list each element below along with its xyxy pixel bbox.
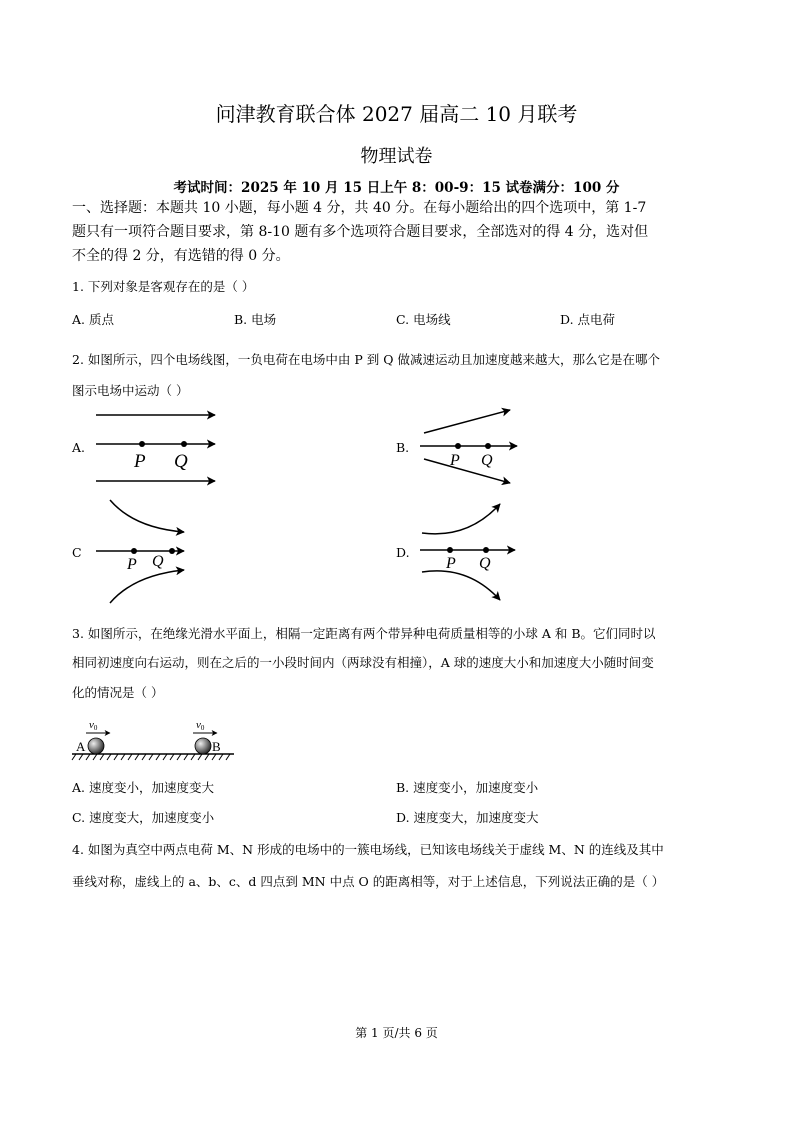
- section-instructions-line2: 题只有一项符合题目要求，第 8-10 题有多个选项符合题目要求，全部选对的得 4 分，选对但: [72, 224, 649, 240]
- exam-info: 考试时间：2025 年 10 月 15 日上午 8：00-9：15 试卷满分：100 分: [173, 180, 620, 196]
- q1-option-a: A. 质点: [72, 312, 114, 327]
- point-p-label: P: [134, 451, 146, 472]
- q2-stem-line1: 2. 如图所示，四个电场线图，一负电荷在电场中由 P 到 Q 做减速运动且加速度越来越大，那么它是在哪个: [72, 352, 660, 367]
- point-p-dot: [447, 547, 453, 553]
- ball-a: [88, 738, 104, 754]
- ball-b: [195, 738, 211, 754]
- ball-a-label: A: [76, 739, 86, 754]
- point-p-dot: [131, 548, 137, 554]
- point-q-label: Q: [479, 555, 491, 572]
- point-p-label: P: [446, 555, 456, 572]
- point-p-label: P: [450, 452, 460, 469]
- q1-option-d: D. 点电荷: [560, 312, 616, 327]
- q2-diagram-c: [92, 495, 202, 610]
- section-instructions-line1: 一、选择题：本题共 10 小题，每小题 4 分，共 40 分。在每小题给出的四个选项中，第 1-7: [72, 200, 647, 216]
- point-q-label: Q: [174, 451, 188, 472]
- point-q-label: Q: [152, 553, 164, 570]
- q3-option-b: B. 速度变小，加速度变小: [396, 780, 539, 795]
- q1-option-b: B. 电场: [234, 312, 277, 327]
- q2-diagram-d: [418, 495, 528, 610]
- velocity-label-b: v0: [196, 719, 205, 732]
- section-instructions-line3: 不全的得 2 分，有选错的得 0 分。: [72, 248, 290, 264]
- q4-stem-line2: 垂线对称，虚线上的 a、b、c、d 四点到 MN 中点 O 的距离相等，对于上述信息，下列说法正确的是（ ）: [72, 874, 665, 889]
- q2-label-d: D.: [396, 545, 410, 560]
- field-line: [424, 410, 510, 433]
- q2-label-b: B.: [396, 440, 410, 455]
- point-q-dot: [169, 548, 175, 554]
- q3-diagram: [72, 714, 242, 764]
- q2-diagram-b: [418, 405, 528, 495]
- q2-label-c: C: [72, 545, 82, 560]
- ball-b-label: B: [212, 739, 221, 754]
- q1-option-c: C. 电场线: [396, 312, 451, 327]
- q3-option-d: D. 速度变大，加速度变大: [396, 810, 539, 825]
- point-p-label: P: [127, 556, 137, 573]
- point-p-dot: [455, 443, 461, 449]
- velocity-label-a: v0: [89, 719, 98, 732]
- q1-stem: 1. 下列对象是客观存在的是（ ）: [72, 279, 255, 294]
- q3-option-c: C. 速度变大，加速度变小: [72, 810, 215, 825]
- q3-option-a: A. 速度变小，加速度变大: [72, 780, 214, 795]
- exam-subtitle: 物理试卷: [360, 146, 433, 167]
- point-p-dot: [139, 441, 145, 447]
- point-q-dot: [483, 547, 489, 553]
- q3-stem-line3: 化的情况是（ ）: [72, 685, 164, 700]
- page-footer: 第 1 页/共 6 页: [355, 1026, 438, 1040]
- q3-stem-line1: 3. 如图所示，在绝缘光滑水平面上，相隔一定距离有两个带异种电荷质量相等的小球 A 和 B。它们同时以: [72, 626, 656, 641]
- point-q-dot: [485, 443, 491, 449]
- field-line: [110, 500, 184, 532]
- point-q-dot: [181, 441, 187, 447]
- field-line: [422, 504, 500, 534]
- point-q-label: Q: [481, 452, 493, 469]
- ground-hatching: [72, 754, 230, 760]
- field-line: [422, 571, 500, 600]
- field-line: [424, 459, 510, 483]
- q2-stem-line2: 图示电场中运动（ ）: [72, 383, 189, 398]
- field-line: [110, 570, 184, 603]
- q4-stem-line1: 4. 如图为真空中两点电荷 M、N 形成的电场中的一簇电场线，已知该电场线关于虚线 M、N 的连线及其中: [72, 842, 664, 857]
- q3-stem-line2: 相同初速度向右运动，则在之后的一小段时间内（两球没有相撞），A 球的速度大小和加速度大小随时间变: [72, 655, 654, 670]
- exam-title: 问津教育联合体 2027 届高二 10 月联考: [215, 102, 578, 126]
- q2-diagram-a: [92, 405, 222, 495]
- q2-label-a: A.: [72, 440, 86, 455]
